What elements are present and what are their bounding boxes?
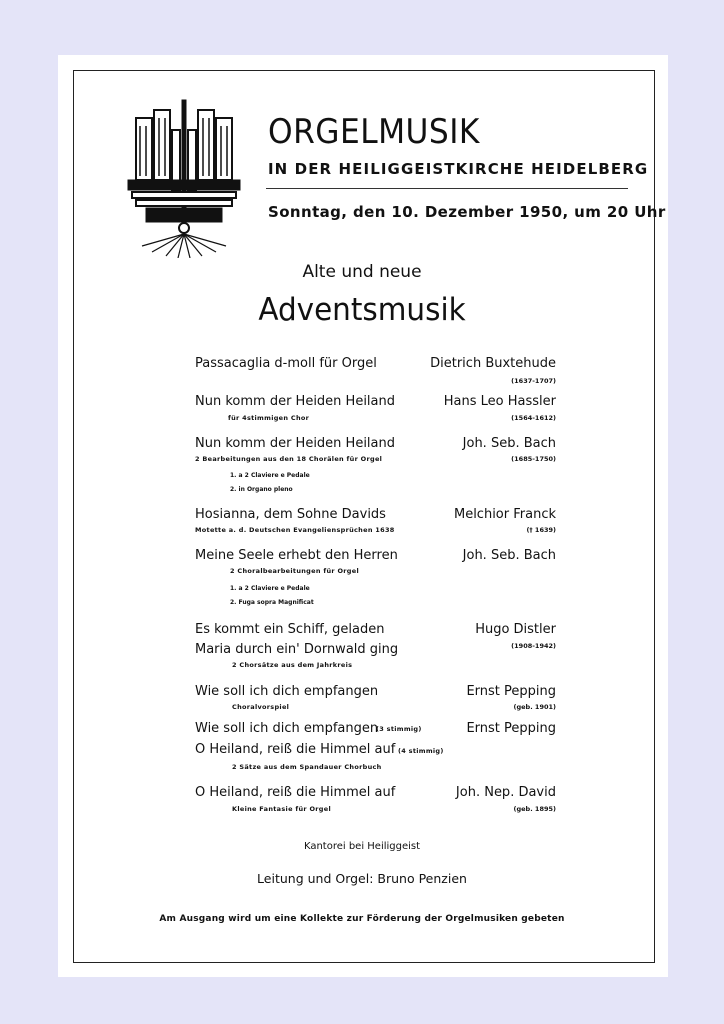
composer-dates: (1908-1942) [511,642,556,650]
header-divider [266,188,628,189]
work-note: 2 Choralbearbeitungen für Orgel [230,567,359,575]
composer: Melchior Franck [453,507,556,522]
work-title: Es kommt ein Schiff, geladen [195,622,385,637]
work-movement: 1. a 2 Claviere e Pedale [230,585,310,592]
work-note: 2 Chorsätze aus dem Jahrkreis [232,661,353,669]
work-title: Nun komm der Heiden Heiland [195,394,396,409]
voice-marker: (4 stimmig) [398,747,444,755]
work-movement: 2. Fuga sopra Magnificat [230,599,314,606]
work-note: Choralvorspiel [232,703,290,711]
work-note: für 4stimmigen Chor [228,414,310,422]
composer: Ernst Pepping [466,721,556,736]
program-heading: Adventsmusik [258,292,466,328]
work-title: Nun komm der Heiden Heiland [195,436,396,451]
work-title: Wie soll ich dich empfangen [195,684,379,699]
work-title: Maria durch ein' Dornwald ging [195,642,399,657]
work-movement: 2. in Organo pleno [230,486,293,493]
composer: Joh. Seb. Bach [462,548,556,563]
composer: Joh. Seb. Bach [462,436,556,451]
concert-date: Sonntag, den 10. Dezember 1950, um 20 Uhr [268,203,666,221]
choir-credit: Kantorei bei Heiliggeist [303,841,421,852]
work-title: Meine Seele erhebt den Herren [195,548,398,563]
composer: Dietrich Buxtehude [430,356,556,371]
collection-notice: Am Ausgang wird um eine Kollekte zur Förderung der Orgelmusiken gebeten [159,914,565,924]
work-title: O Heiland, reiß die Himmel auf [195,785,396,800]
composer: Hans Leo Hassler [443,394,556,409]
organ-illustration [122,96,254,258]
work-note: 2 Sätze aus dem Spandauer Chorbuch [232,763,382,771]
page-title: ORGELMUSIK [268,112,480,152]
composer: Hugo Distler [475,622,556,637]
work-title: Wie soll ich dich empfangen [195,721,379,736]
program-pre-heading: Alte und neue [302,262,422,282]
composer-dates: (1564-1612) [511,414,556,422]
composer-dates: (geb. 1901) [513,703,556,711]
work-note: 2 Bearbeitungen aus den 18 Chorälen für Orgel [195,455,383,463]
composer-dates: (geb. 1895) [513,805,556,813]
composer: Ernst Pepping [466,684,556,699]
work-note: Motette a. d. Deutschen Evangeliensprüchen 1638 [195,526,395,534]
work-title: O Heiland, reiß die Himmel auf [195,742,396,757]
director-credit: Leitung und Orgel: Bruno Penzien [257,871,467,886]
composer-dates: († 1639) [526,526,556,534]
work-movement: 1. a 2 Claviere e Pedale [230,472,310,479]
composer: Joh. Nep. David [455,785,556,800]
work-note: Kleine Fantasie für Orgel [232,805,331,813]
composer-dates: (1637-1707) [511,377,556,385]
work-title: Passacaglia d-moll für Orgel [195,356,377,371]
composer-dates: (1685-1750) [511,455,556,463]
voice-marker: (3 stimmig) [376,725,422,733]
work-title: Hosianna, dem Sohne Davids [195,507,386,522]
church-subtitle: IN DER HEILIGGEISTKIRCHE HEIDELBERG [268,160,649,178]
